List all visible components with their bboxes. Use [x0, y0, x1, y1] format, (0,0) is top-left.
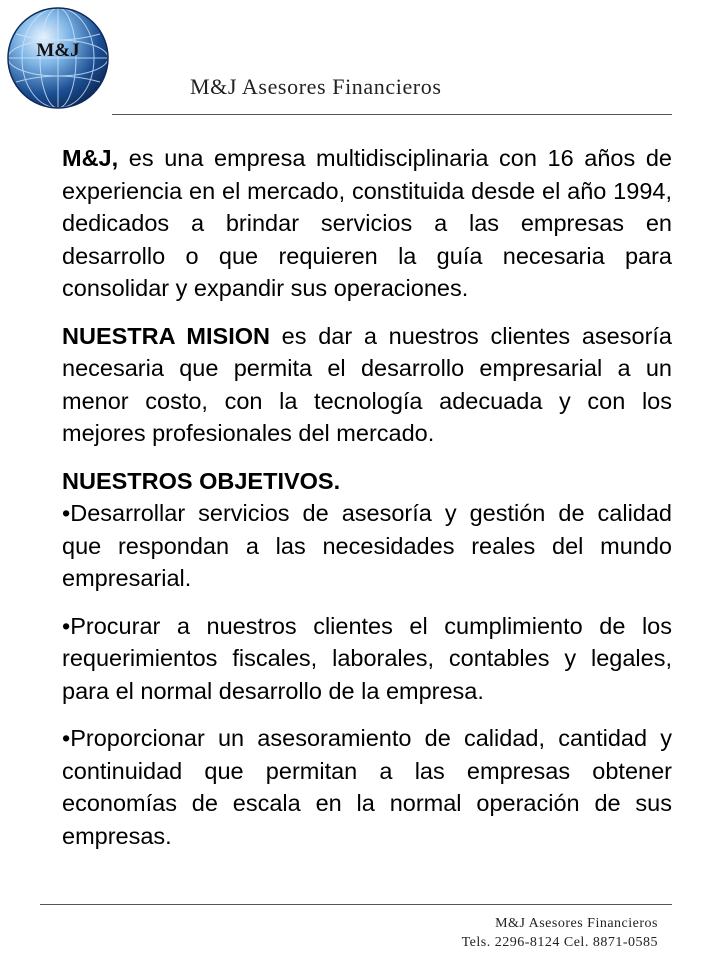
objetivos-heading: NUESTROS OBJETIVOS. [62, 467, 341, 494]
mision-lead: NUESTRA MISION [62, 322, 270, 349]
intro-lead: M&J, [62, 145, 119, 171]
footer [462, 914, 658, 952]
mision-paragraph [62, 320, 672, 450]
footer-divider [40, 904, 672, 905]
logo-text: M&J [36, 40, 80, 61]
objetivo-item: •Procurar a nuestros clientes el cumplimiento de los requerimientos fiscales, laborales, contables y legales, para el normal desarrollo de la empresa. [62, 612, 672, 704]
footer-company: M&J Asesores Financieros [495, 916, 658, 931]
page-title: M&J Asesores Financieros [190, 74, 442, 99]
document-body [62, 142, 672, 867]
mision-body: es dar a nuestros clientes asesoría necesaria que permita el desarrollo empresarial a un menor costo, con la tecnología adecuada y con los mejores profesionales del mercado. [62, 322, 672, 446]
objetivo-item: •Desarrollar servicios de asesoría y gestión de calidad que respondan a las necesidades reales del mundo empresarial. [62, 500, 672, 591]
intro-paragraph [62, 142, 672, 305]
footer-phones: Tels. 2296-8124 Cel. 8871-0585 [461, 935, 658, 950]
objetivo-item: •Proporcionar un asesoramiento de calidad, cantidad y continuidad que permitan a las empresas obtener economías de escala en la normal operación de sus empresas. [62, 725, 672, 849]
intro-body: es una empresa multidisciplinaria con 16 años de experiencia en el mercado, constituida desde el año 1994, dedicados a brindar servicios a las empresas en desarrollo o que requieren la guía necesaria para consolidar y expandir sus operaciones. [62, 145, 672, 301]
header-divider [112, 114, 672, 115]
